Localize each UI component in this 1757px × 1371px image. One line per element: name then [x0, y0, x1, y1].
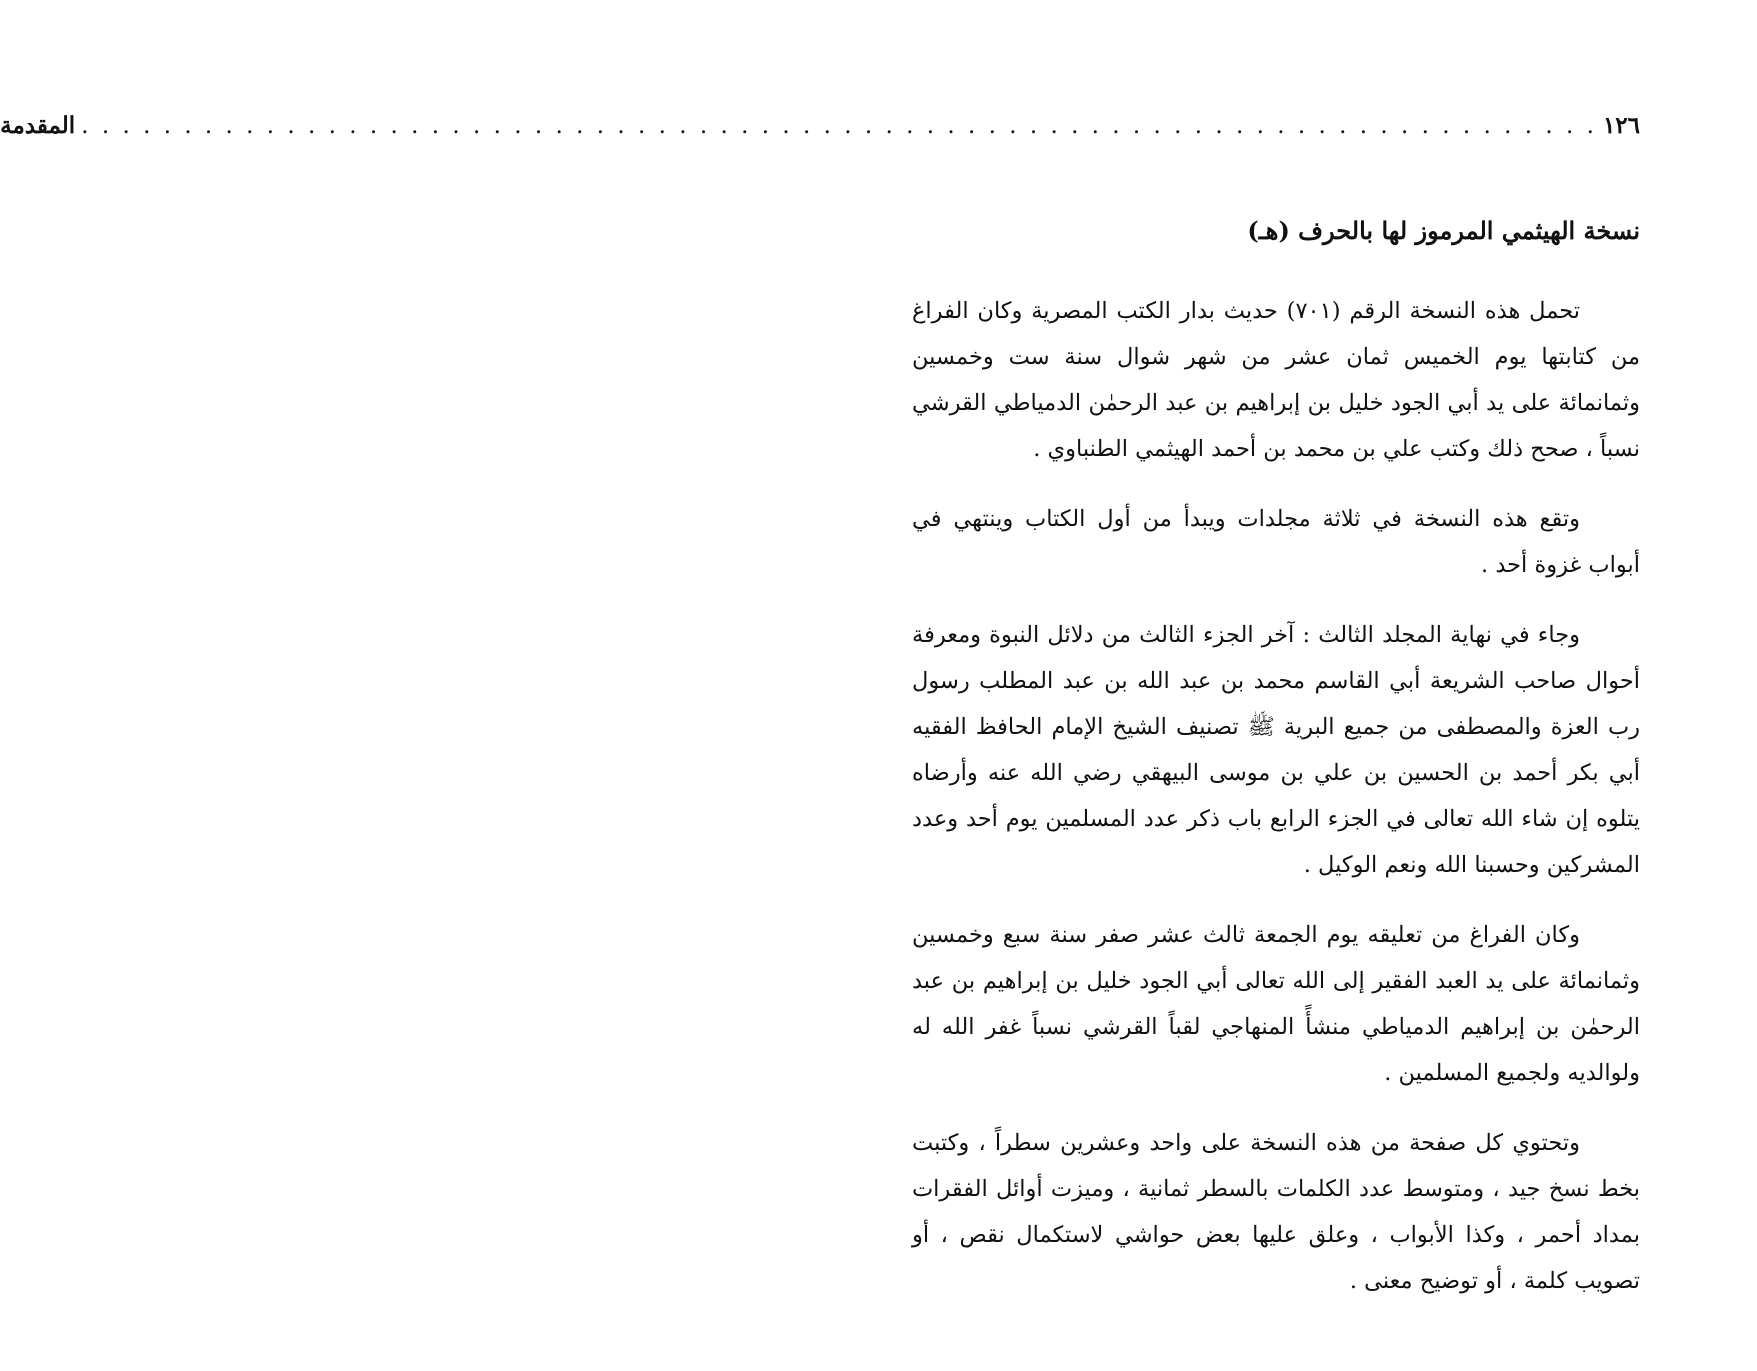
page-number: ١٢٦ — [1602, 112, 1640, 139]
paragraph-description: وتحتوي كل صفحة من هذه النسخة على واحد وعشرين سطراً ، وكتبت بخط نسخ جيد ، ومتوسط عدد الكلمات بالسطر ثمانية ، وميزت أوائل الفقرات بمداد أحمر ، وكذا الأبواب ، وعلق عليها بعض حواشي لاستكمال نقص ، أو تصويب كلمة ، أو توضيح معنى . — [912, 1129, 1640, 1294]
paragraph-completion-date: وكان الفراغ من تعليقه يوم الجمعة ثالث عشر صفر سنة سبع وخمسين وثمانمائة على يد العبد الفقير إلى الله تعالى أبي الجود خليل بن إبراهيم بن عبد الرحمٰن بن إبراهيم الدمياطي منشأً المنهاجي لقباً القرشي نسباً غفر الله له ولوالديه ولجميع المسلمين . — [912, 921, 1640, 1086]
chapter-name: المقدمة — [0, 112, 76, 139]
book-page — [0, 112, 1640, 1328]
paragraph-colophon: وجاء في نهاية المجلد الثالث : آخر الجزء الثالث من دلائل النبوة ومعرفة أحوال صاحب الشريعة أبي القاسم محمد بن عبد الله بن عبد المطلب رسول رب العزة والمصطفى من جميع البرية ﷺ تصنيف الشيخ الإمام الحافظ الفقيه أبي بكر أحمد بن الحسين بن علي بن موسى البيهقي رضي الله عنه وأرضاه يتلوه إن شاء الله تعالى في الجزء الرابع باب ذكر عدد المسلمين يوم أحد وعدد المشركين وحسبنا الله ونعم الوكيل . — [912, 621, 1640, 878]
dot-leader: . . . . . . . . . . . . . . . . . . . . . . . . . . . . . . . . . . . . . . . . . . . . . . . . . . . . . . . . . . . . . . . . . . . . . . . . . . — [81, 113, 1597, 139]
paragraph-volumes: وتقع هذه النسخة في ثلاثة مجلدات ويبدأ من أول الكتاب وينتهي في أبواب غزوة أحد . — [912, 505, 1640, 578]
section-heading: نسخة الهيثمي المرموز لها بالحرف (هـ) — [1247, 216, 1640, 245]
paragraph-manuscript-info: تحمل هذه النسخة الرقم (٧٠١) حديث بدار الكتب المصرية وكان الفراغ من كتابتها يوم الخميس ثمان عشر من شهر شوال سنة ست وخمسين وثمانمائة على يد أبي الجود خليل بن إبراهيم بن عبد الرحمٰن الدمياطي القرشي نسباً ، صحح ذلك وكتب علي بن محمد بن أحمد الهيثمي الطنباوي . — [912, 297, 1640, 462]
running-header — [0, 112, 1640, 156]
